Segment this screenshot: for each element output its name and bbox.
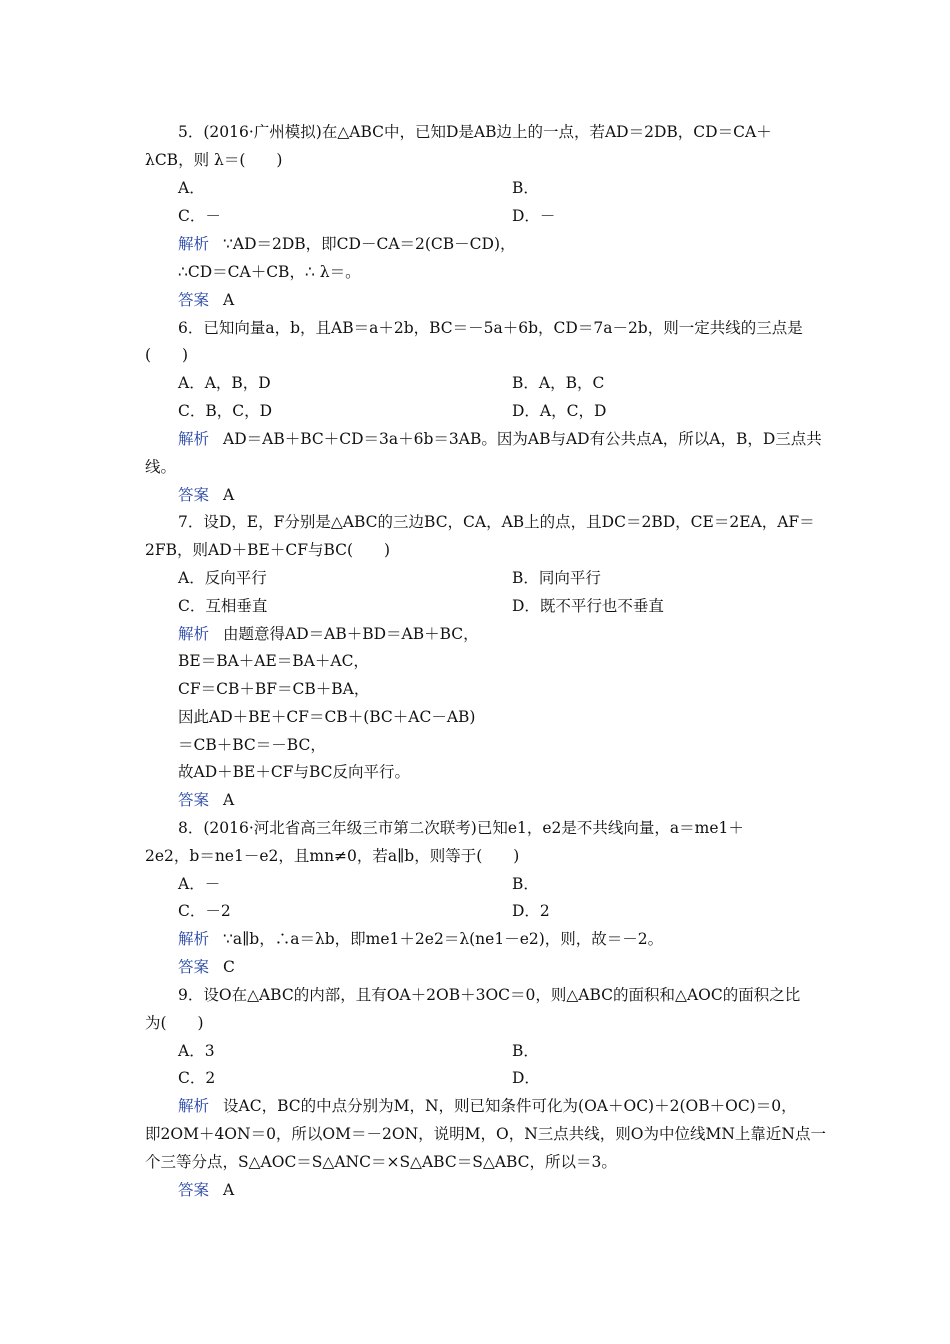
q9-option-d: D． bbox=[512, 1069, 540, 1087]
q7-option-b: B．同向平行 bbox=[512, 569, 601, 587]
q6-answer-value: A bbox=[223, 486, 235, 504]
q8-analysis-text: ∵a∥b，∴a＝λb，即me1＋2e2＝λ(ne1－e2)，则，故＝－2。 bbox=[223, 930, 664, 948]
q5-stem-line1: 5．(2016·广州模拟)在△ABC中，已知D是AB边上的一点，若AD＝2DB，CD＝CA＋ bbox=[178, 123, 772, 141]
q9-option-a: A．3 bbox=[178, 1042, 215, 1060]
q8-stem-line2: 2e2，b＝ne1－e2，且mn≠0，若a∥b，则等于( ) bbox=[145, 847, 520, 865]
q5-option-a: A． bbox=[178, 179, 205, 197]
q6-option-b: B．A，B，C bbox=[512, 374, 605, 392]
q7-option-d: D．既不平行也不垂直 bbox=[512, 597, 664, 615]
q8-option-c: C．－2 bbox=[178, 902, 231, 920]
answer-label: 答案 bbox=[178, 958, 210, 976]
q6-option-a: A．A，B，D bbox=[178, 374, 271, 392]
q7-answer bbox=[178, 790, 234, 810]
analysis-label: 解析 bbox=[178, 235, 210, 253]
q5-option-b: B． bbox=[512, 179, 539, 197]
q5-analysis-line1 bbox=[178, 234, 516, 254]
answer-label: 答案 bbox=[178, 486, 210, 504]
q9-stem-line2: 为( ) bbox=[145, 1014, 204, 1032]
q8-analysis-line1 bbox=[178, 929, 663, 949]
q9-option-b: B． bbox=[512, 1042, 539, 1060]
q7-stem-line2: 2FB，则AD＋BE＋CF与BC( ) bbox=[145, 541, 391, 559]
q9-analysis-line1 bbox=[178, 1096, 797, 1116]
q8-stem-line1: 8．(2016·河北省高三年级三市第二次联考)已知e1，e2是不共线向量，a＝me1＋ bbox=[178, 819, 744, 837]
q6-answer bbox=[178, 485, 234, 505]
analysis-label: 解析 bbox=[178, 625, 210, 643]
q6-option-d: D．A，C，D bbox=[512, 402, 607, 420]
q5-analysis-line2: ∴CD＝CA＋CB，∴ λ＝。 bbox=[178, 263, 361, 281]
q9-answer-value: A bbox=[223, 1181, 235, 1199]
q6-analysis-line1 bbox=[178, 429, 822, 449]
q7-analysis-line2: BE＝BA＋AE＝BA＋AC， bbox=[178, 652, 369, 670]
q9-stem-line1: 9．设O在△ABC的内部，且有OA＋2OB＋3OC＝0，则△ABC的面积和△AOC的面积之比 bbox=[178, 986, 801, 1004]
q5-option-d: D．－ bbox=[512, 207, 556, 225]
q5-analysis-text: ∵AD＝2DB，即CD－CA＝2(CB－CD)， bbox=[223, 235, 516, 253]
q6-analysis-line2: 线。 bbox=[145, 458, 177, 476]
q6-analysis-text: AD＝AB＋BC＋CD＝3a＋6b＝3AB。因为AB与AD有公共点A，所以A，B，D三点共 bbox=[223, 430, 822, 448]
answer-label: 答案 bbox=[178, 1181, 210, 1199]
q7-analysis-line4: 因此AD＋BE＋CF＝CB＋(BC＋AC－AB) bbox=[178, 708, 476, 726]
q7-analysis-line1 bbox=[178, 624, 479, 644]
q5-answer bbox=[178, 290, 234, 310]
q8-answer bbox=[178, 957, 235, 977]
answer-label: 答案 bbox=[178, 791, 210, 809]
q9-analysis-line3: 个三等分点，S△AOC＝S△ANC＝×S△ABC＝S△ABC，所以＝3。 bbox=[145, 1153, 617, 1171]
q7-analysis-text: 由题意得AD＝AB＋BD＝AB＋BC， bbox=[223, 625, 479, 643]
q7-analysis-line5: ＝CB＋BC＝－BC， bbox=[178, 736, 326, 754]
q5-option-c: C．－ bbox=[178, 207, 221, 225]
q6-option-c: C．B，C，D bbox=[178, 402, 273, 420]
q6-stem-line1: 6．已知向量a，b，且AB＝a＋2b，BC＝－5a＋6b，CD＝7a－2b，则一定共线的三点是 bbox=[178, 319, 803, 337]
q9-analysis-text: 设AC，BC的中点分别为M，N，则已知条件可化为(OA＋OC)＋2(OB＋OC)＝0， bbox=[223, 1097, 797, 1115]
q7-answer-value: A bbox=[223, 791, 235, 809]
q8-answer-value: C bbox=[223, 958, 235, 976]
q8-option-d: D．2 bbox=[512, 902, 550, 920]
q6-stem-line2: ( ) bbox=[145, 346, 189, 364]
q9-option-c: C．2 bbox=[178, 1069, 216, 1087]
q7-option-a: A．反向平行 bbox=[178, 569, 267, 587]
q7-option-c: C．互相垂直 bbox=[178, 597, 268, 615]
q7-analysis-line3: CF＝CB＋BF＝CB＋BA， bbox=[178, 680, 370, 698]
q7-analysis-line6: 故AD＋BE＋CF与BC反向平行。 bbox=[178, 763, 410, 781]
analysis-label: 解析 bbox=[178, 930, 210, 948]
q5-stem-line2: λCB，则 λ＝( ) bbox=[145, 151, 283, 169]
answer-label: 答案 bbox=[178, 291, 210, 309]
q8-option-b: B． bbox=[512, 875, 539, 893]
analysis-label: 解析 bbox=[178, 430, 210, 448]
q9-answer bbox=[178, 1180, 234, 1200]
q7-stem-line1: 7．设D，E，F分别是△ABC的三边BC，CA，AB上的点，且DC＝2BD，CE＝2EA，AF＝ bbox=[178, 513, 815, 531]
q9-analysis-line2: 即2OM＋4ON＝0，所以OM＝－2ON，说明M，O，N三点共线，则O为中位线MN上靠近N点一 bbox=[145, 1125, 826, 1143]
q8-option-a: A．－ bbox=[178, 875, 221, 893]
q5-answer-value: A bbox=[223, 291, 235, 309]
analysis-label: 解析 bbox=[178, 1097, 210, 1115]
